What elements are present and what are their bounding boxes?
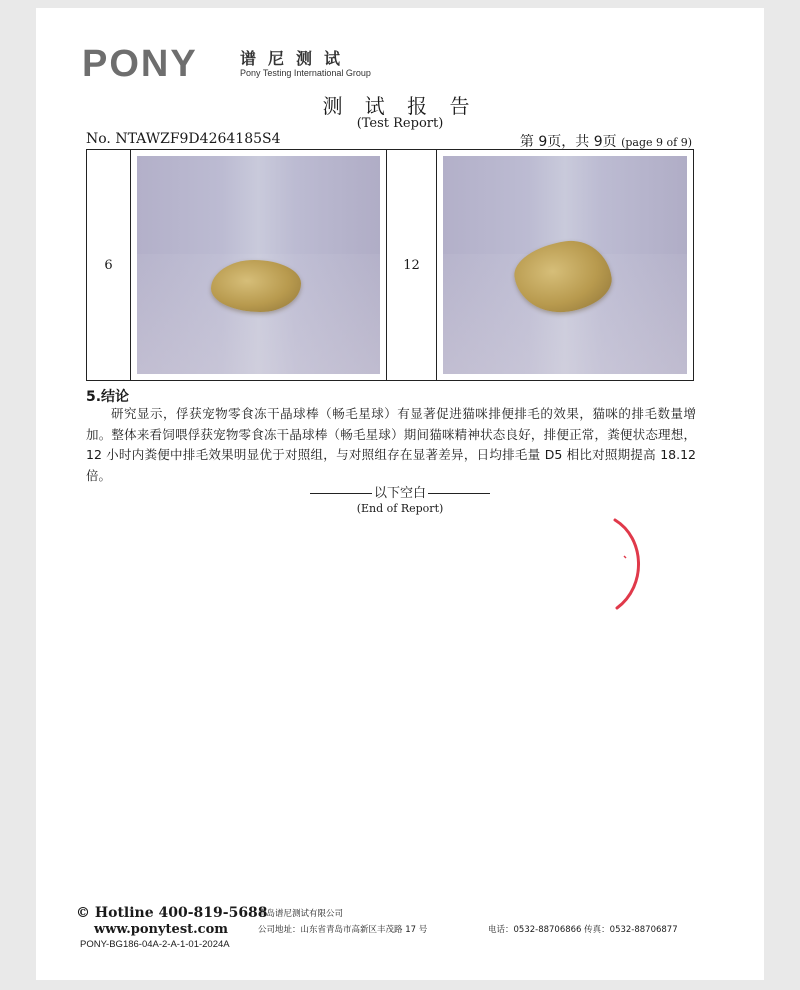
time-label: 6	[104, 257, 113, 273]
company-name: 青岛谱尼测试有限公司	[258, 909, 344, 919]
end-marker-cn	[36, 482, 764, 501]
hairball-image	[211, 260, 301, 312]
website-text: www.ponytest.com	[94, 922, 229, 937]
end-marker-en: (End of Report)	[356, 502, 444, 515]
brand-name-en: Pony Testing International Group	[240, 68, 371, 78]
conclusion-text: 研究显示，俘获宠物零食冻干晶球棒（畅毛星球）有显著促进猫咪排便排毛的效果，猫咪的排毛数量增加。整体来看饲喂俘获宠物零食冻干晶球棒（畅毛星球）期间猫咪精神状态良好，排便正常，粪便状态理想，12 小时内粪便中排毛效果明显优于对照组，与对照组存在显著差异，日均排毛量 D5 相比对照期提高 18.12 倍。	[86, 406, 696, 483]
logo-wordmark: PONY	[82, 43, 198, 85]
report-page	[36, 8, 764, 980]
hairball-photo-table	[86, 149, 694, 381]
divider-line	[428, 493, 490, 494]
photo-cell	[437, 150, 693, 380]
hairball-image	[511, 236, 616, 319]
pony-logo	[82, 44, 412, 88]
brand-name-cn: 谱尼测试	[240, 49, 353, 68]
time-label: 12	[403, 257, 420, 273]
time-label-cell	[87, 150, 131, 380]
report-title-en: (Test Report)	[356, 116, 444, 131]
report-number: No. NTAWZF9D4264185S4	[86, 131, 281, 147]
conclusion-heading: 5.结论	[86, 389, 130, 405]
photo-cell	[131, 150, 387, 380]
company-address: 公司地址：山东省青岛市高新区丰茂路 17 号	[258, 925, 428, 935]
hairball-photo	[137, 156, 380, 374]
report-title-cn: 测 试 报 告	[322, 94, 478, 118]
time-label-cell	[387, 150, 437, 380]
hairball-photo	[443, 156, 687, 374]
page-indicator	[520, 131, 692, 151]
divider-line	[310, 493, 372, 494]
page-indicator-cn: 第 9页，共 9页	[519, 134, 617, 150]
page-indicator-en: (page 9 of 9)	[621, 136, 692, 149]
hotline-text: © Hotline 400-819-5688	[76, 905, 268, 921]
end-marker-text: 以下空白	[373, 486, 426, 501]
red-seal-stamp	[611, 516, 651, 611]
document-code: PONY-BG186-04A-2-A-1-01-2024A	[80, 939, 230, 950]
contact-phone: 电话：0532-88706866 传真：0532-88706877	[488, 925, 678, 935]
